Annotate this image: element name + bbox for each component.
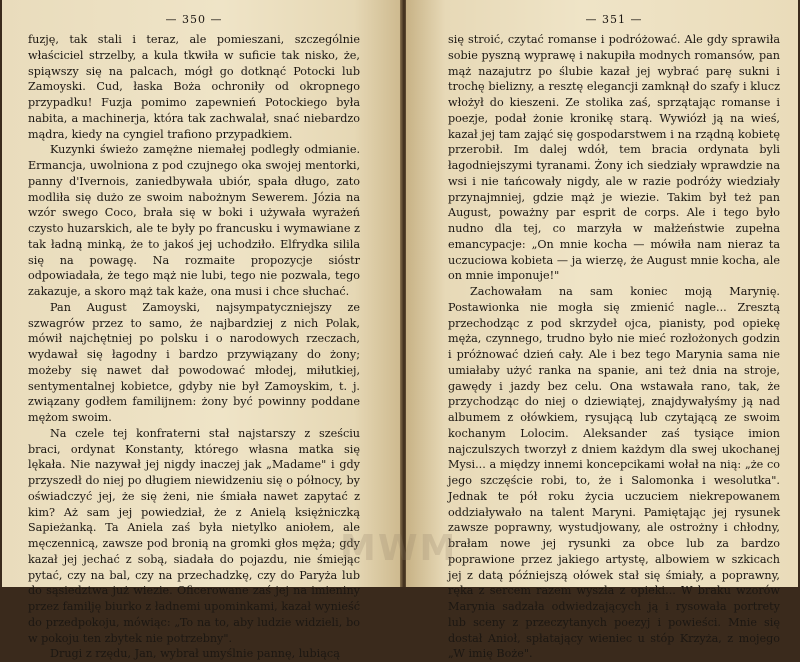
right-page-number: — 351 — xyxy=(585,13,643,26)
museum-watermark: MWM xyxy=(340,528,458,569)
paragraph: Kuzynki świeżo zamężne niemałej podległy odmianie. Ermancja, uwolniona z pod czujnego oka swojej mentorki, panny d'Ivernois, zaniedbywała ubiór, spała długo, zato modliła się dużo ze swoim nabożnym Sewerem. Józia na wzór swego Coco, brała się w boki i używała wyrażeń czysto huzarskich, ale te były po francusku i wymawiane z tak ładną minką, że to jakoś jej uchodziło. Elfrydka silila się na powagę. Na rozmaite propozycje sióstr odpowiadała, że tego mąż nie lubi, tego nie pozwala, tego zakazuje, a skoro mąż tak każe, ona musi i chce słuchać. xyxy=(28,143,360,298)
paragraph: Pan August Zamoyski, najsympatyczniejszy ze szwagrów przez to samo, że najbardziej z nich Polak, mówił najchętniej po polsku i o narodowych rzeczach, wydawał się łagodny i bardzo przywiązany do żony; możeby się nawet dał powodować młodej, miłutkiej, sentymentalnej kobietce, gdyby nie był Zamoyskim, t. j. związany godłem familijnem: żony być powinny poddane mężom swoim. xyxy=(28,300,360,424)
right-page xyxy=(406,0,798,661)
paragraph: Zachowałam na sam koniec moją Marynię. Postawionka nie mogła się zmienić nagle... Zresztą przechodząc z pod skrzydeł ojca, pianisty, pod opiekę męża, czynnego, trudno było nie mieć rozłożonych godzin i próżnować dzień cały. Ale i bez tego Marynia sama nie umiałaby użyć ranka na spanie, ani też dnia na stroje, gawędy i jazdy bez celu. Ona wstawała rano, tak, że przychodząc do niej o dziewiątej, znajdywałyśmy ją nad albumem z ołówkiem, rysującą lub czytającą ze swoim kochanym Lolocim. Aleksander zaś tysiące imion najczulszych tworzył z dniem każdym dla swej ukochanej Mysi... a między innemi koncepcikami wołał na nią: „że co jego szczęście robi, to, że i Salomonka i wesolutka". Jednak te pół roku życia uczuciem niekrepowanem oddziaływało na talent Maryni. Pamiętając jej rysunek zawsze poprawny, wystudjowany, ale ostrożny i chłodny, brałam nowe jej rysunki za obce lub za bardzo poprawione przez jakiego artystę, albowiem w szkicach jej z datą późniejszą ołówek stał się śmiały, a poprawny, ręka z sercem razem wyszła z opieki... W braku wzorów Marynia sadzała odwiedzających ją i rysowała portrety lub sceny z przeczytanych poezyj i powieści. Mnie się dostał Anioł, spłatający wieniec u stóp Krzyża, z mojego „W imię Boże". xyxy=(448,285,780,661)
left-page-text xyxy=(28,32,360,662)
paragraph: się stroić, czytać romanse i podróżować. Ale gdy sprawiła sobie pyszną wyprawę i nakupiła modnych romansów, pan mąż nazajutrz po ślubie kazał jej wybrać parę sukni i trochę bielizny, a resztę elegancji zamknął do szafy i klucz włożył do kieszeni. Ze stolika zaś, sprzątając romanse i poezje, podał żonie kronikę starą. Wywiózł ją na wieś, kazał jej tam zająć się gospodarstwem i na rządną kobietę przerobił. Im dalej wdół, tem bracia ordynata byli łagodniejszymi tyranami. Żony ich siedziały wprawdzie na wsi i nie tańcowały nigdy, ale w razie podróży wiedziały przynajmniej, gdzie mąż je wiezie. Takim był też pan August, poważny par esprit de corps. Ale i tego było nudno dla tej, co marzyła w małżeństwie zupełna emancypacje: „On mnie kocha — mówiła nam nieraz ta uczuciowa kobieta — ja wierzę, że August mnie kocha, ale on mnie imponuje!" xyxy=(448,33,780,283)
book-spread xyxy=(2,0,798,661)
paragraph: Na czele tej konfraterni stał najstarszy z sześciu braci, ordynat Konstanty, którego własna matka się lękała. Nie nazywał jej nigdy inaczej jak „Madame" i gdy przyszedł do niej po długiem niewidzeniu się o północy, by oświadczyć jej, że się żeni, nie śmiała nawet zapytać z kim? Aż sam jej powiedział, że z Anielą księżniczką Sapieżanką. Ta Aniela zaś była nietylko aniołem, ale męczennicą, zawsze pod bronią na gromki głos męża; gdy kazał jej jechać z sobą, siadała do pojazdu, nie śmiejąc pytać, czy na bal, czy na przechadzkę, czy do Paryża lub do sąsiedztwa już wiezie. Oficerowane zaś jej na imieniny przez familję biurko z ładnemi upominkami, kazał wynieść do przedpokoju, mówiąc: „To na to, aby ludzie widzieli, bo w pokoju ten zbytek nie potrzebny". xyxy=(28,426,360,645)
right-page-text xyxy=(448,32,780,662)
left-page-number: — 350 — xyxy=(165,13,223,26)
paragraph: fuzję, tak stali i teraz, ale pomieszani, szczególnie właściciel strzelby, a kula tkwiła w suficie tak nisko, że, spiąwszy się na palcach, mógł go dotknąć Potocki lub Zamoyski. Cud, łaska Boża ochroniły od okropnego przypadku! Fuzja pomimo zapewnień Potockiego była nabita, a machinerja, która tak zachwalał, snać niebardzo mądra, kiedy na cyngiel trafiono przypadkiem. xyxy=(28,33,360,141)
left-page xyxy=(2,0,402,661)
paragraph: Drugi z rzędu, Jan, wybrał umyślnie pannę, lubiącą xyxy=(50,647,340,661)
